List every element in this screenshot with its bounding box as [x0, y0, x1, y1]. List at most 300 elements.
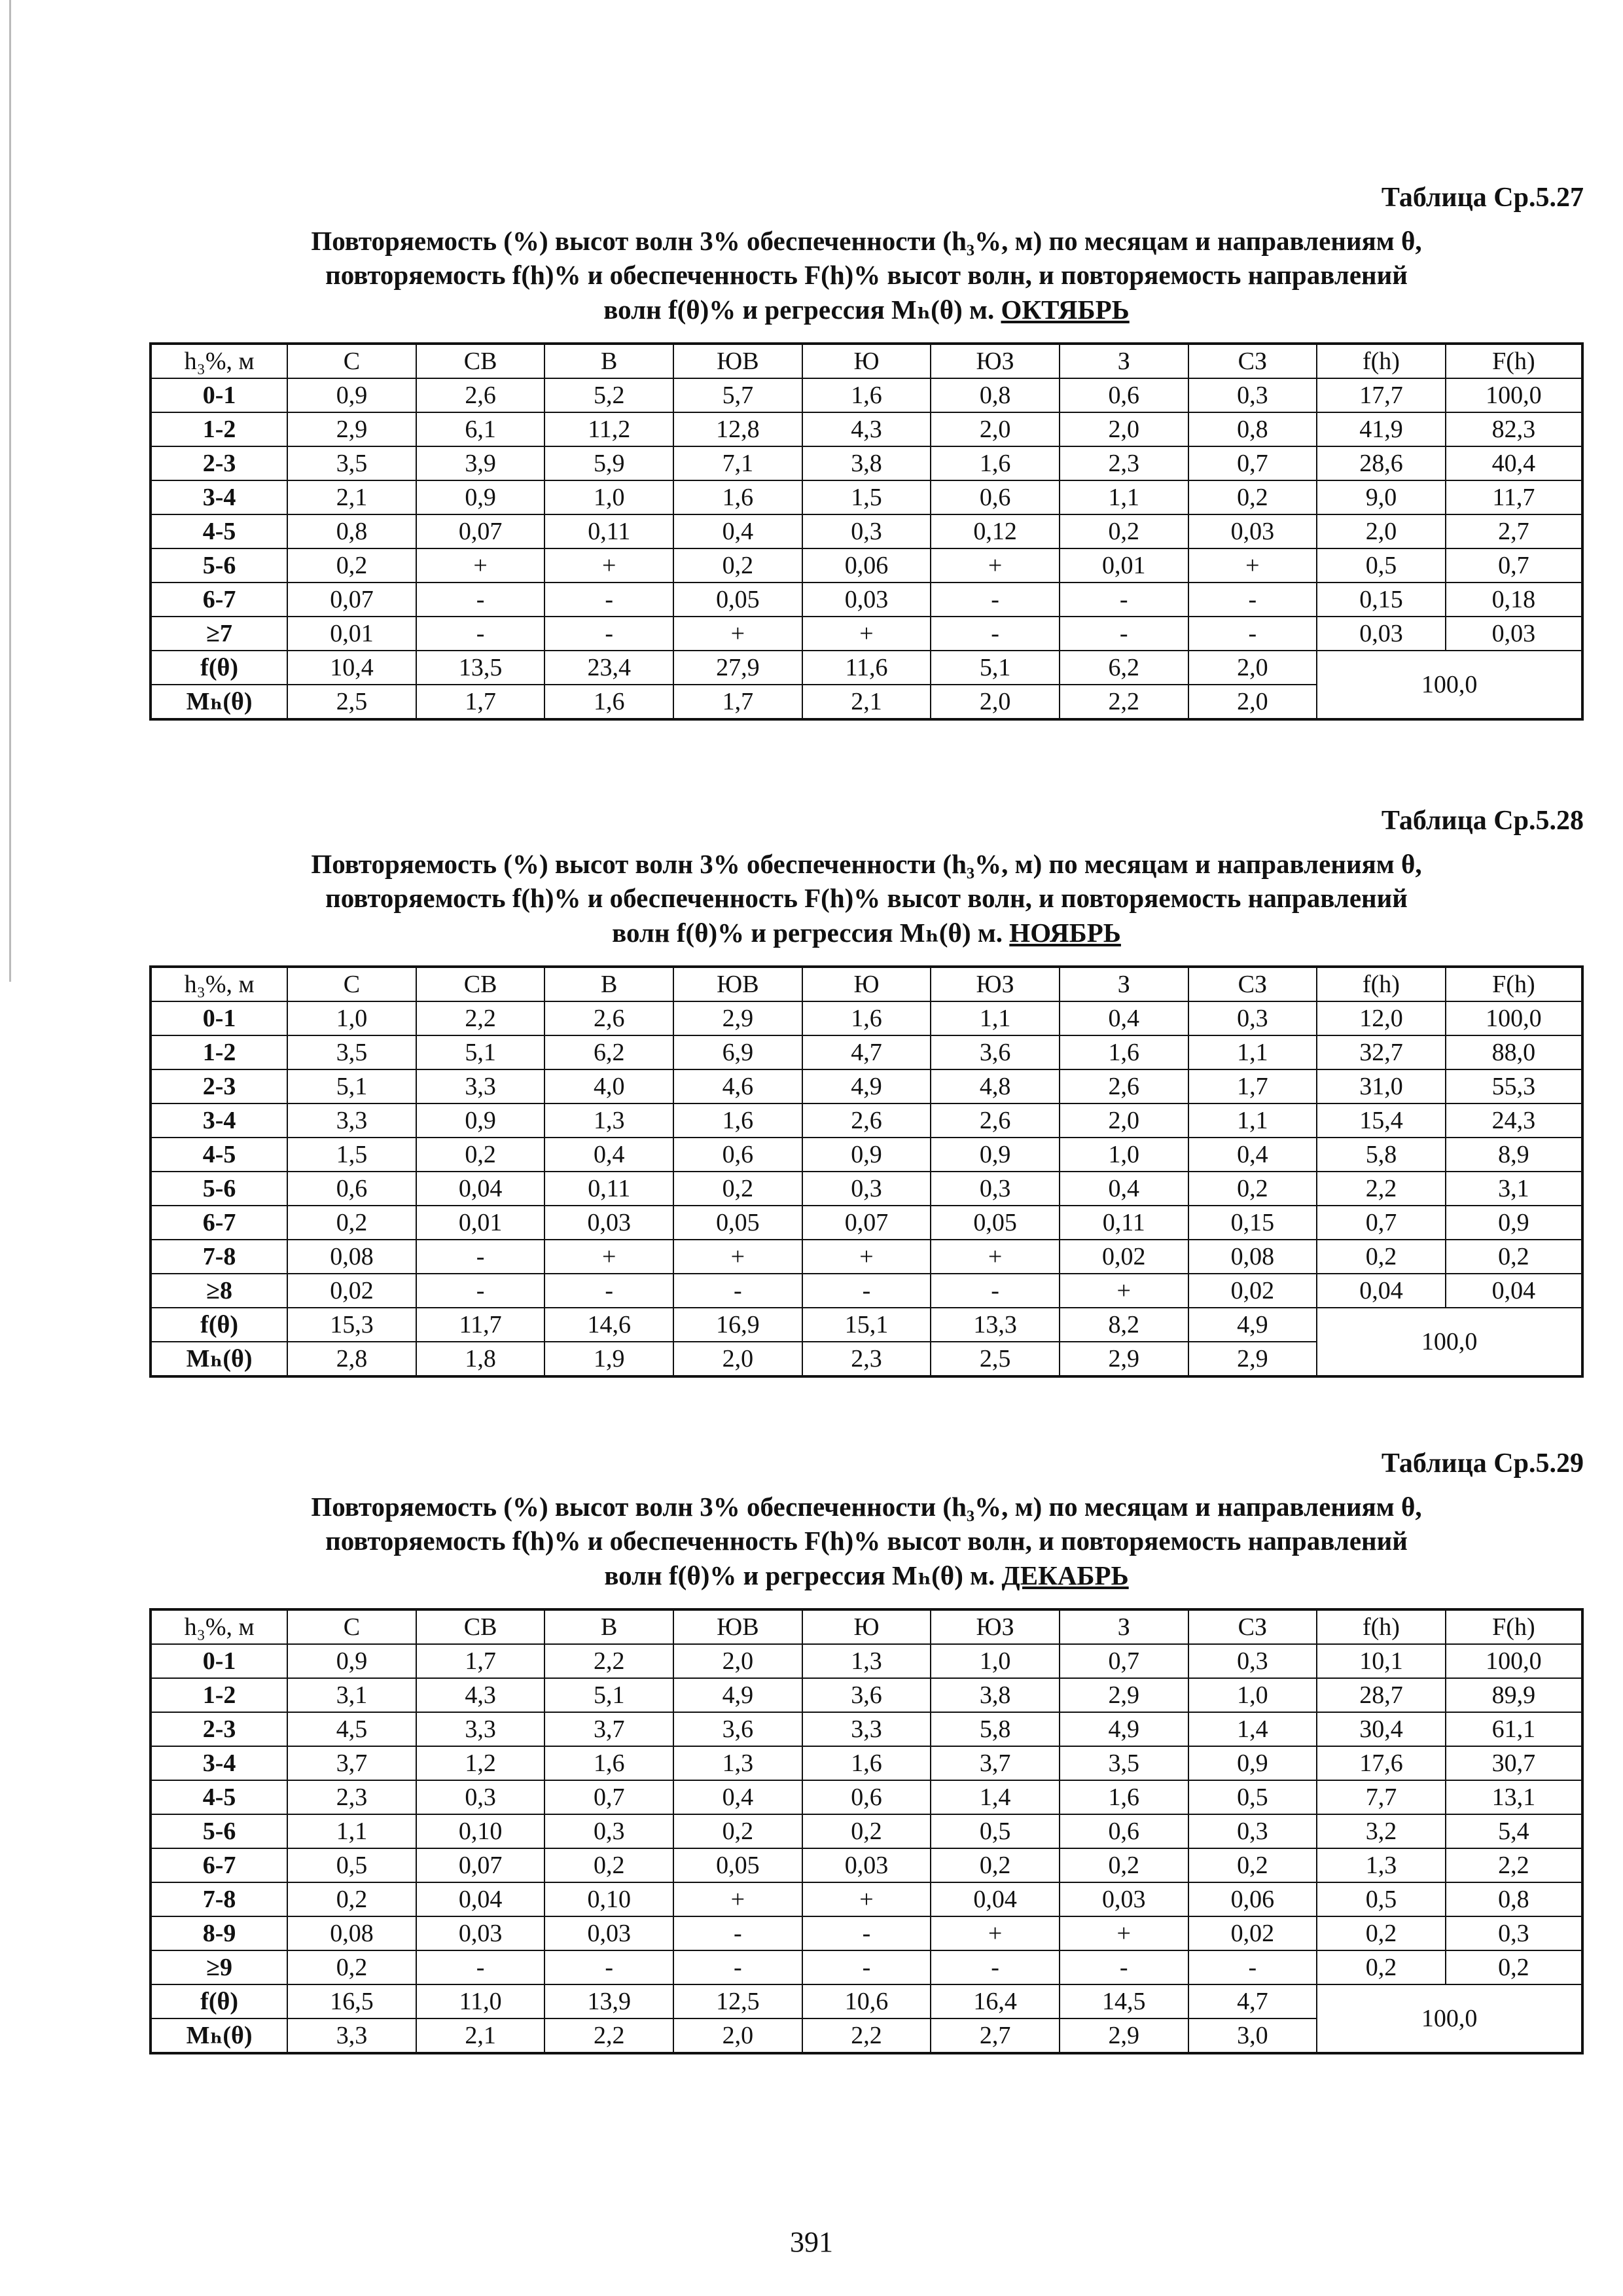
table-cell: 1,2	[416, 1746, 545, 1780]
table-block	[149, 182, 1584, 721]
table-cell: 1,6	[1060, 1780, 1188, 1814]
header-cell: F(h)	[1446, 967, 1582, 1001]
table-cell: 1,6	[673, 480, 802, 514]
header-cell: СВ	[416, 967, 545, 1001]
table-cell: 2,5	[931, 1342, 1060, 1376]
table-cell: 2,6	[1060, 1069, 1188, 1103]
table-cell: 1,0	[931, 1644, 1060, 1678]
table-cell: 0,6	[931, 480, 1060, 514]
table-cell: 0,01	[287, 617, 416, 651]
caption-line: Повторяемость (%) высот волн 3% обеспеченности (h₃%, м) по месяцам и направлениям θ,	[311, 849, 1422, 879]
table-cell: 0,2	[1317, 1240, 1446, 1274]
table-cell: 1,1	[1060, 480, 1188, 514]
table-cell: 0,3	[416, 1780, 545, 1814]
row-label: 3-4	[151, 480, 287, 514]
table-cell: 0,03	[416, 1916, 545, 1950]
table-cell: 5,1	[544, 1678, 673, 1712]
row-label: 3-4	[151, 1103, 287, 1138]
table-cell: 23,4	[544, 651, 673, 685]
row-label: 4-5	[151, 1780, 287, 1814]
table-cell: 0,9	[1188, 1746, 1317, 1780]
table-cell: 1,7	[416, 685, 545, 719]
table-cell: 14,5	[1060, 1984, 1188, 2018]
table-cell: -	[673, 1950, 802, 1984]
table-cell: 2,9	[1188, 1342, 1317, 1376]
table-cell: 0,3	[1446, 1916, 1582, 1950]
table-cell: 24,3	[1446, 1103, 1582, 1138]
table-cell: 4,3	[802, 412, 931, 446]
table-cell: 0,03	[802, 1848, 931, 1882]
table-cell: 2,2	[416, 1001, 545, 1035]
table-cell: -	[802, 1274, 931, 1308]
table-number: Таблица Ср.5.29	[1381, 1448, 1584, 1479]
row-label: Mₕ(θ)	[151, 2018, 287, 2053]
table-cell: 2,0	[673, 1342, 802, 1376]
table-cell: 0,9	[802, 1138, 931, 1172]
table-number: Таблица Ср.5.27	[1381, 183, 1584, 213]
table-cell: 0,5	[1317, 548, 1446, 583]
table-cell: -	[931, 1950, 1060, 1984]
table-cell: -	[544, 1274, 673, 1308]
table-cell: 0,8	[931, 378, 1060, 412]
row-label: 2-3	[151, 1069, 287, 1103]
wave-height-table	[149, 342, 1584, 721]
table-row	[151, 1274, 1582, 1308]
table-row	[151, 1678, 1582, 1712]
table-cell: 8,9	[1446, 1138, 1582, 1172]
table-cell: 1,3	[802, 1644, 931, 1678]
table-cell: 0,3	[802, 514, 931, 548]
table-cell: -	[416, 583, 545, 617]
table-cell: 2,1	[802, 685, 931, 719]
table-cell: 0,07	[416, 514, 545, 548]
table-cell: 0,01	[1060, 548, 1188, 583]
table-cell: +	[1060, 1916, 1188, 1950]
row-label: 1-2	[151, 1678, 287, 1712]
row-label: 0-1	[151, 1001, 287, 1035]
table-cell: 0,2	[287, 548, 416, 583]
table-cell: 15,3	[287, 1308, 416, 1342]
table-cell: 0,7	[544, 1780, 673, 1814]
table-cell: 0,04	[416, 1882, 545, 1916]
row-label: 1-2	[151, 412, 287, 446]
table-cell: 0,2	[416, 1138, 545, 1172]
table-cell: 7,1	[673, 446, 802, 480]
table-cell: 0,08	[287, 1916, 416, 1950]
table-cell: +	[1060, 1274, 1188, 1308]
table-row	[151, 1950, 1582, 1984]
table-cell: 1,0	[287, 1001, 416, 1035]
wave-height-table	[149, 1608, 1584, 2054]
table-cell: 2,7	[931, 2018, 1060, 2053]
table-cell: 4,7	[1188, 1984, 1317, 2018]
table-cell: 11,6	[802, 651, 931, 685]
header-cell: ЮВ	[673, 1609, 802, 1644]
table-cell: 2,2	[1060, 685, 1188, 719]
table-cell: 1,7	[673, 685, 802, 719]
table-cell: 0,4	[544, 1138, 673, 1172]
table-cell: 82,3	[1446, 412, 1582, 446]
table-cell: -	[931, 1274, 1060, 1308]
row-label: 7-8	[151, 1240, 287, 1274]
table-row	[151, 1103, 1582, 1138]
table-cell: 0,2	[1188, 480, 1317, 514]
table-header-row	[151, 1609, 1582, 1644]
table-cell: 3,0	[1188, 2018, 1317, 2053]
table-cell: 100,0	[1446, 1644, 1582, 1678]
table-cell: 0,02	[287, 1274, 416, 1308]
table-cell: 89,9	[1446, 1678, 1582, 1712]
header-cell: Ю	[802, 344, 931, 378]
table-row	[151, 480, 1582, 514]
table-cell: 0,05	[673, 1206, 802, 1240]
table-row	[151, 1035, 1582, 1069]
table-cell: 0,10	[544, 1882, 673, 1916]
table-cell: 2,8	[287, 1342, 416, 1376]
table-cell: 2,0	[673, 1644, 802, 1678]
table-cell: -	[544, 1950, 673, 1984]
table-cell: 2,2	[1446, 1848, 1582, 1882]
table-cell: 1,7	[416, 1644, 545, 1678]
table-row	[151, 1644, 1582, 1678]
table-cell: 0,04	[931, 1882, 1060, 1916]
table-cell: 5,1	[931, 651, 1060, 685]
table-cell: 0,7	[1317, 1206, 1446, 1240]
table-cell: -	[1188, 1950, 1317, 1984]
table-cell: 2,7	[1446, 514, 1582, 548]
table-cell: 2,0	[1188, 651, 1317, 685]
row-label: f(θ)	[151, 1984, 287, 2018]
table-cell: 40,4	[1446, 446, 1582, 480]
table-cell: -	[673, 1916, 802, 1950]
header-cell: f(h)	[1317, 967, 1446, 1001]
table-cell: 0,03	[1317, 617, 1446, 651]
table-cell: 5,8	[931, 1712, 1060, 1746]
table-cell: 41,9	[1317, 412, 1446, 446]
table-cell: 0,6	[1060, 378, 1188, 412]
table-cell: 4,9	[673, 1678, 802, 1712]
table-cell: 6,1	[416, 412, 545, 446]
table-cell: 11,7	[416, 1308, 545, 1342]
table-cell: 0,04	[1446, 1274, 1582, 1308]
header-cell: В	[544, 1609, 673, 1644]
header-cell: В	[544, 967, 673, 1001]
table-cell: 0,5	[1317, 1882, 1446, 1916]
table-cell: +	[673, 1240, 802, 1274]
table-header-row	[151, 344, 1582, 378]
table-cell: 3,6	[673, 1712, 802, 1746]
table-cell: +	[931, 1240, 1060, 1274]
table-cell: 6,2	[1060, 651, 1188, 685]
table-cell: 2,0	[1317, 514, 1446, 548]
row-label: ≥9	[151, 1950, 287, 1984]
table-cell: 1,1	[287, 1814, 416, 1848]
table-cell: -	[931, 617, 1060, 651]
table-cell: 100,0	[1446, 378, 1582, 412]
table-cell: 0,2	[802, 1814, 931, 1848]
table-cell: 0,03	[544, 1916, 673, 1950]
header-cell: СВ	[416, 1609, 545, 1644]
table-cell: 0,2	[287, 1206, 416, 1240]
header-cell: СВ	[416, 344, 545, 378]
row-label: 6-7	[151, 1848, 287, 1882]
table-cell: 0,03	[1446, 617, 1582, 651]
table-block	[149, 1448, 1584, 2054]
table-cell: 55,3	[1446, 1069, 1582, 1103]
table-cell: +	[802, 617, 931, 651]
table-cell: 3,3	[287, 1103, 416, 1138]
table-cell: 5,9	[544, 446, 673, 480]
wave-height-table	[149, 965, 1584, 1378]
table-cell: 3,6	[802, 1678, 931, 1712]
table-row	[151, 514, 1582, 548]
row-label: Mₕ(θ)	[151, 685, 287, 719]
table-cell: 0,2	[673, 548, 802, 583]
caption-text: волн f(θ)% и регрессия Mₕ(θ) м.	[603, 294, 995, 325]
header-cell: F(h)	[1446, 344, 1582, 378]
caption-month: ОКТЯБРЬ	[1001, 294, 1130, 325]
table-cell: 0,9	[287, 378, 416, 412]
table-cell: 16,4	[931, 1984, 1060, 2018]
header-cell: Ю	[802, 1609, 931, 1644]
table-cell: 1,0	[544, 480, 673, 514]
table-cell: 4,9	[1060, 1712, 1188, 1746]
table-cell: 4,6	[673, 1069, 802, 1103]
table-cell: 0,6	[802, 1780, 931, 1814]
table-cell: 13,1	[1446, 1780, 1582, 1814]
table-cell: 0,05	[673, 583, 802, 617]
table-cell: 0,02	[1188, 1916, 1317, 1950]
table-cell: 0,4	[673, 1780, 802, 1814]
row-label: 8-9	[151, 1916, 287, 1950]
table-cell: 0,9	[287, 1644, 416, 1678]
table-cell: 2,3	[287, 1780, 416, 1814]
row-label: 4-5	[151, 514, 287, 548]
table-cell: 0,8	[1446, 1882, 1582, 1916]
row-label: 3-4	[151, 1746, 287, 1780]
header-cell: С	[287, 1609, 416, 1644]
table-cell: 2,0	[931, 412, 1060, 446]
table-cell: 0,2	[1317, 1916, 1446, 1950]
table-cell: 0,05	[673, 1848, 802, 1882]
caption-text: волн f(θ)% и регрессия Mₕ(θ) м.	[604, 1560, 995, 1590]
caption-month: ДЕКАБРЬ	[1001, 1560, 1129, 1590]
table-cell: 0,2	[1060, 1848, 1188, 1882]
table-cell: 1,6	[544, 1746, 673, 1780]
table-row	[151, 1001, 1582, 1035]
table-cell: 0,03	[802, 583, 931, 617]
table-cell: 2,9	[287, 412, 416, 446]
table-cell: 0,04	[1317, 1274, 1446, 1308]
header-cell: СЗ	[1188, 344, 1317, 378]
total-cell: 100,0	[1317, 651, 1582, 719]
table-cell: 0,02	[1060, 1240, 1188, 1274]
table-cell: 0,3	[1188, 1814, 1317, 1848]
table-cell: 3,7	[931, 1746, 1060, 1780]
header-cell: ЮЗ	[931, 344, 1060, 378]
table-cell: 0,2	[673, 1172, 802, 1206]
table-cell: 1,6	[802, 378, 931, 412]
table-cell: 0,7	[1188, 446, 1317, 480]
table-cell: 3,6	[931, 1035, 1060, 1069]
table-cell: 0,15	[1317, 583, 1446, 617]
header-cell: f(h)	[1317, 344, 1446, 378]
table-cell: 31,0	[1317, 1069, 1446, 1103]
table-cell: 1,6	[673, 1103, 802, 1138]
header-height-range: h₃%, м	[151, 344, 287, 378]
table-row	[151, 1206, 1582, 1240]
table-cell: 1,8	[416, 1342, 545, 1376]
table-cell: 4,0	[544, 1069, 673, 1103]
table-cell: 7,7	[1317, 1780, 1446, 1814]
table-cell: 16,5	[287, 1984, 416, 2018]
table-cell: 30,4	[1317, 1712, 1446, 1746]
table-cell: 1,3	[673, 1746, 802, 1780]
table-cell: -	[416, 617, 545, 651]
table-cell: 2,9	[673, 1001, 802, 1035]
table-cell: 3,8	[931, 1678, 1060, 1712]
table-cell: 5,1	[416, 1035, 545, 1069]
table-cell: 2,6	[802, 1103, 931, 1138]
table-cell: 3,8	[802, 446, 931, 480]
table-cell: 3,3	[802, 1712, 931, 1746]
caption-line: повторяемость f(h)% и обеспеченность F(h)% высот волн, и повторяемость направлений	[325, 883, 1408, 914]
table-cell: 0,07	[416, 1848, 545, 1882]
table-row	[151, 1712, 1582, 1746]
f-theta-row	[151, 1984, 1582, 2018]
table-cell: -	[416, 1950, 545, 1984]
table-cell: 2,1	[287, 480, 416, 514]
caption-line: Повторяемость (%) высот волн 3% обеспеченности (h₃%, м) по месяцам и направлениям θ,	[311, 1492, 1422, 1522]
table-cell: 0,15	[1188, 1206, 1317, 1240]
table-cell: 0,9	[931, 1138, 1060, 1172]
table-cell: 2,0	[1188, 685, 1317, 719]
table-cell: 0,3	[1188, 1644, 1317, 1678]
table-cell: -	[1060, 617, 1188, 651]
table-cell: 0,6	[1060, 1814, 1188, 1848]
table-cell: 17,7	[1317, 378, 1446, 412]
table-cell: 88,0	[1446, 1035, 1582, 1069]
table-cell: 2,0	[673, 2018, 802, 2053]
table-cell: 3,1	[287, 1678, 416, 1712]
header-cell: С	[287, 967, 416, 1001]
table-cell: +	[544, 548, 673, 583]
table-cell: 0,08	[287, 1240, 416, 1274]
table-cell: 2,0	[931, 685, 1060, 719]
table-cell: 0,2	[287, 1950, 416, 1984]
table-cell: +	[1188, 548, 1317, 583]
table-cell: 61,1	[1446, 1712, 1582, 1746]
caption-line: повторяемость f(h)% и обеспеченность F(h)% высот волн, и повторяемость направлений	[325, 260, 1408, 291]
table-cell: -	[544, 583, 673, 617]
row-label: 2-3	[151, 1712, 287, 1746]
table-cell: 2,9	[1060, 1678, 1188, 1712]
table-cell: 3,3	[287, 2018, 416, 2053]
table-cell: 0,2	[1446, 1240, 1582, 1274]
table-cell: 2,2	[544, 1644, 673, 1678]
table-cell: 0,2	[1317, 1950, 1446, 1984]
table-cell: 0,12	[931, 514, 1060, 548]
table-cell: 0,2	[287, 1882, 416, 1916]
table-row	[151, 583, 1582, 617]
table-row	[151, 617, 1582, 651]
header-cell: Ю	[802, 967, 931, 1001]
table-cell: 0,03	[1060, 1882, 1188, 1916]
header-cell: f(h)	[1317, 1609, 1446, 1644]
table-cell: 2,6	[544, 1001, 673, 1035]
table-cell: 0,7	[1060, 1644, 1188, 1678]
table-cell: 14,6	[544, 1308, 673, 1342]
table-cell: 5,8	[1317, 1138, 1446, 1172]
table-caption	[149, 847, 1584, 950]
table-block	[149, 805, 1584, 1378]
row-label: 2-3	[151, 446, 287, 480]
header-cell: В	[544, 344, 673, 378]
header-height-range: h₃%, м	[151, 967, 287, 1001]
header-cell: F(h)	[1446, 1609, 1582, 1644]
table-cell: 3,5	[1060, 1746, 1188, 1780]
table-cell: 5,1	[287, 1069, 416, 1103]
header-cell: ЮВ	[673, 967, 802, 1001]
table-row	[151, 1848, 1582, 1882]
table-cell: -	[802, 1916, 931, 1950]
table-cell: 11,7	[1446, 480, 1582, 514]
table-cell: 1,3	[544, 1103, 673, 1138]
table-cell: 1,3	[1317, 1848, 1446, 1882]
row-label: 0-1	[151, 378, 287, 412]
table-cell: 17,6	[1317, 1746, 1446, 1780]
table-cell: 4,3	[416, 1678, 545, 1712]
table-row	[151, 1240, 1582, 1274]
table-cell: 0,8	[1188, 412, 1317, 446]
table-cell: 2,6	[931, 1103, 1060, 1138]
table-cell: 13,5	[416, 651, 545, 685]
table-cell: 1,1	[1188, 1035, 1317, 1069]
table-cell: 1,6	[931, 446, 1060, 480]
table-cell: +	[931, 1916, 1060, 1950]
table-row	[151, 1814, 1582, 1848]
table-cell: -	[1060, 583, 1188, 617]
table-cell: 0,03	[544, 1206, 673, 1240]
table-cell: -	[802, 1950, 931, 1984]
table-cell: 0,02	[1188, 1274, 1317, 1308]
table-cell: 2,0	[1060, 1103, 1188, 1138]
table-cell: 30,7	[1446, 1746, 1582, 1780]
table-row	[151, 1069, 1582, 1103]
header-cell: ЮЗ	[931, 1609, 1060, 1644]
header-cell: З	[1060, 1609, 1188, 1644]
table-row	[151, 1172, 1582, 1206]
table-row	[151, 1916, 1582, 1950]
table-cell: 0,9	[416, 1103, 545, 1138]
table-cell: -	[673, 1274, 802, 1308]
table-cell: 0,3	[544, 1814, 673, 1848]
header-height-range: h₃%, м	[151, 1609, 287, 1644]
table-cell: 0,07	[287, 583, 416, 617]
row-label: ≥7	[151, 617, 287, 651]
table-cell: 1,6	[802, 1001, 931, 1035]
table-cell: -	[1188, 617, 1317, 651]
table-cell: 0,3	[1188, 1001, 1317, 1035]
header-cell: СЗ	[1188, 967, 1317, 1001]
table-cell: 1,6	[802, 1746, 931, 1780]
table-cell: 0,2	[673, 1814, 802, 1848]
header-cell: ЮВ	[673, 344, 802, 378]
table-cell: 8,2	[1060, 1308, 1188, 1342]
table-cell: 27,9	[673, 651, 802, 685]
table-cell: 28,7	[1317, 1678, 1446, 1712]
table-row	[151, 1780, 1582, 1814]
